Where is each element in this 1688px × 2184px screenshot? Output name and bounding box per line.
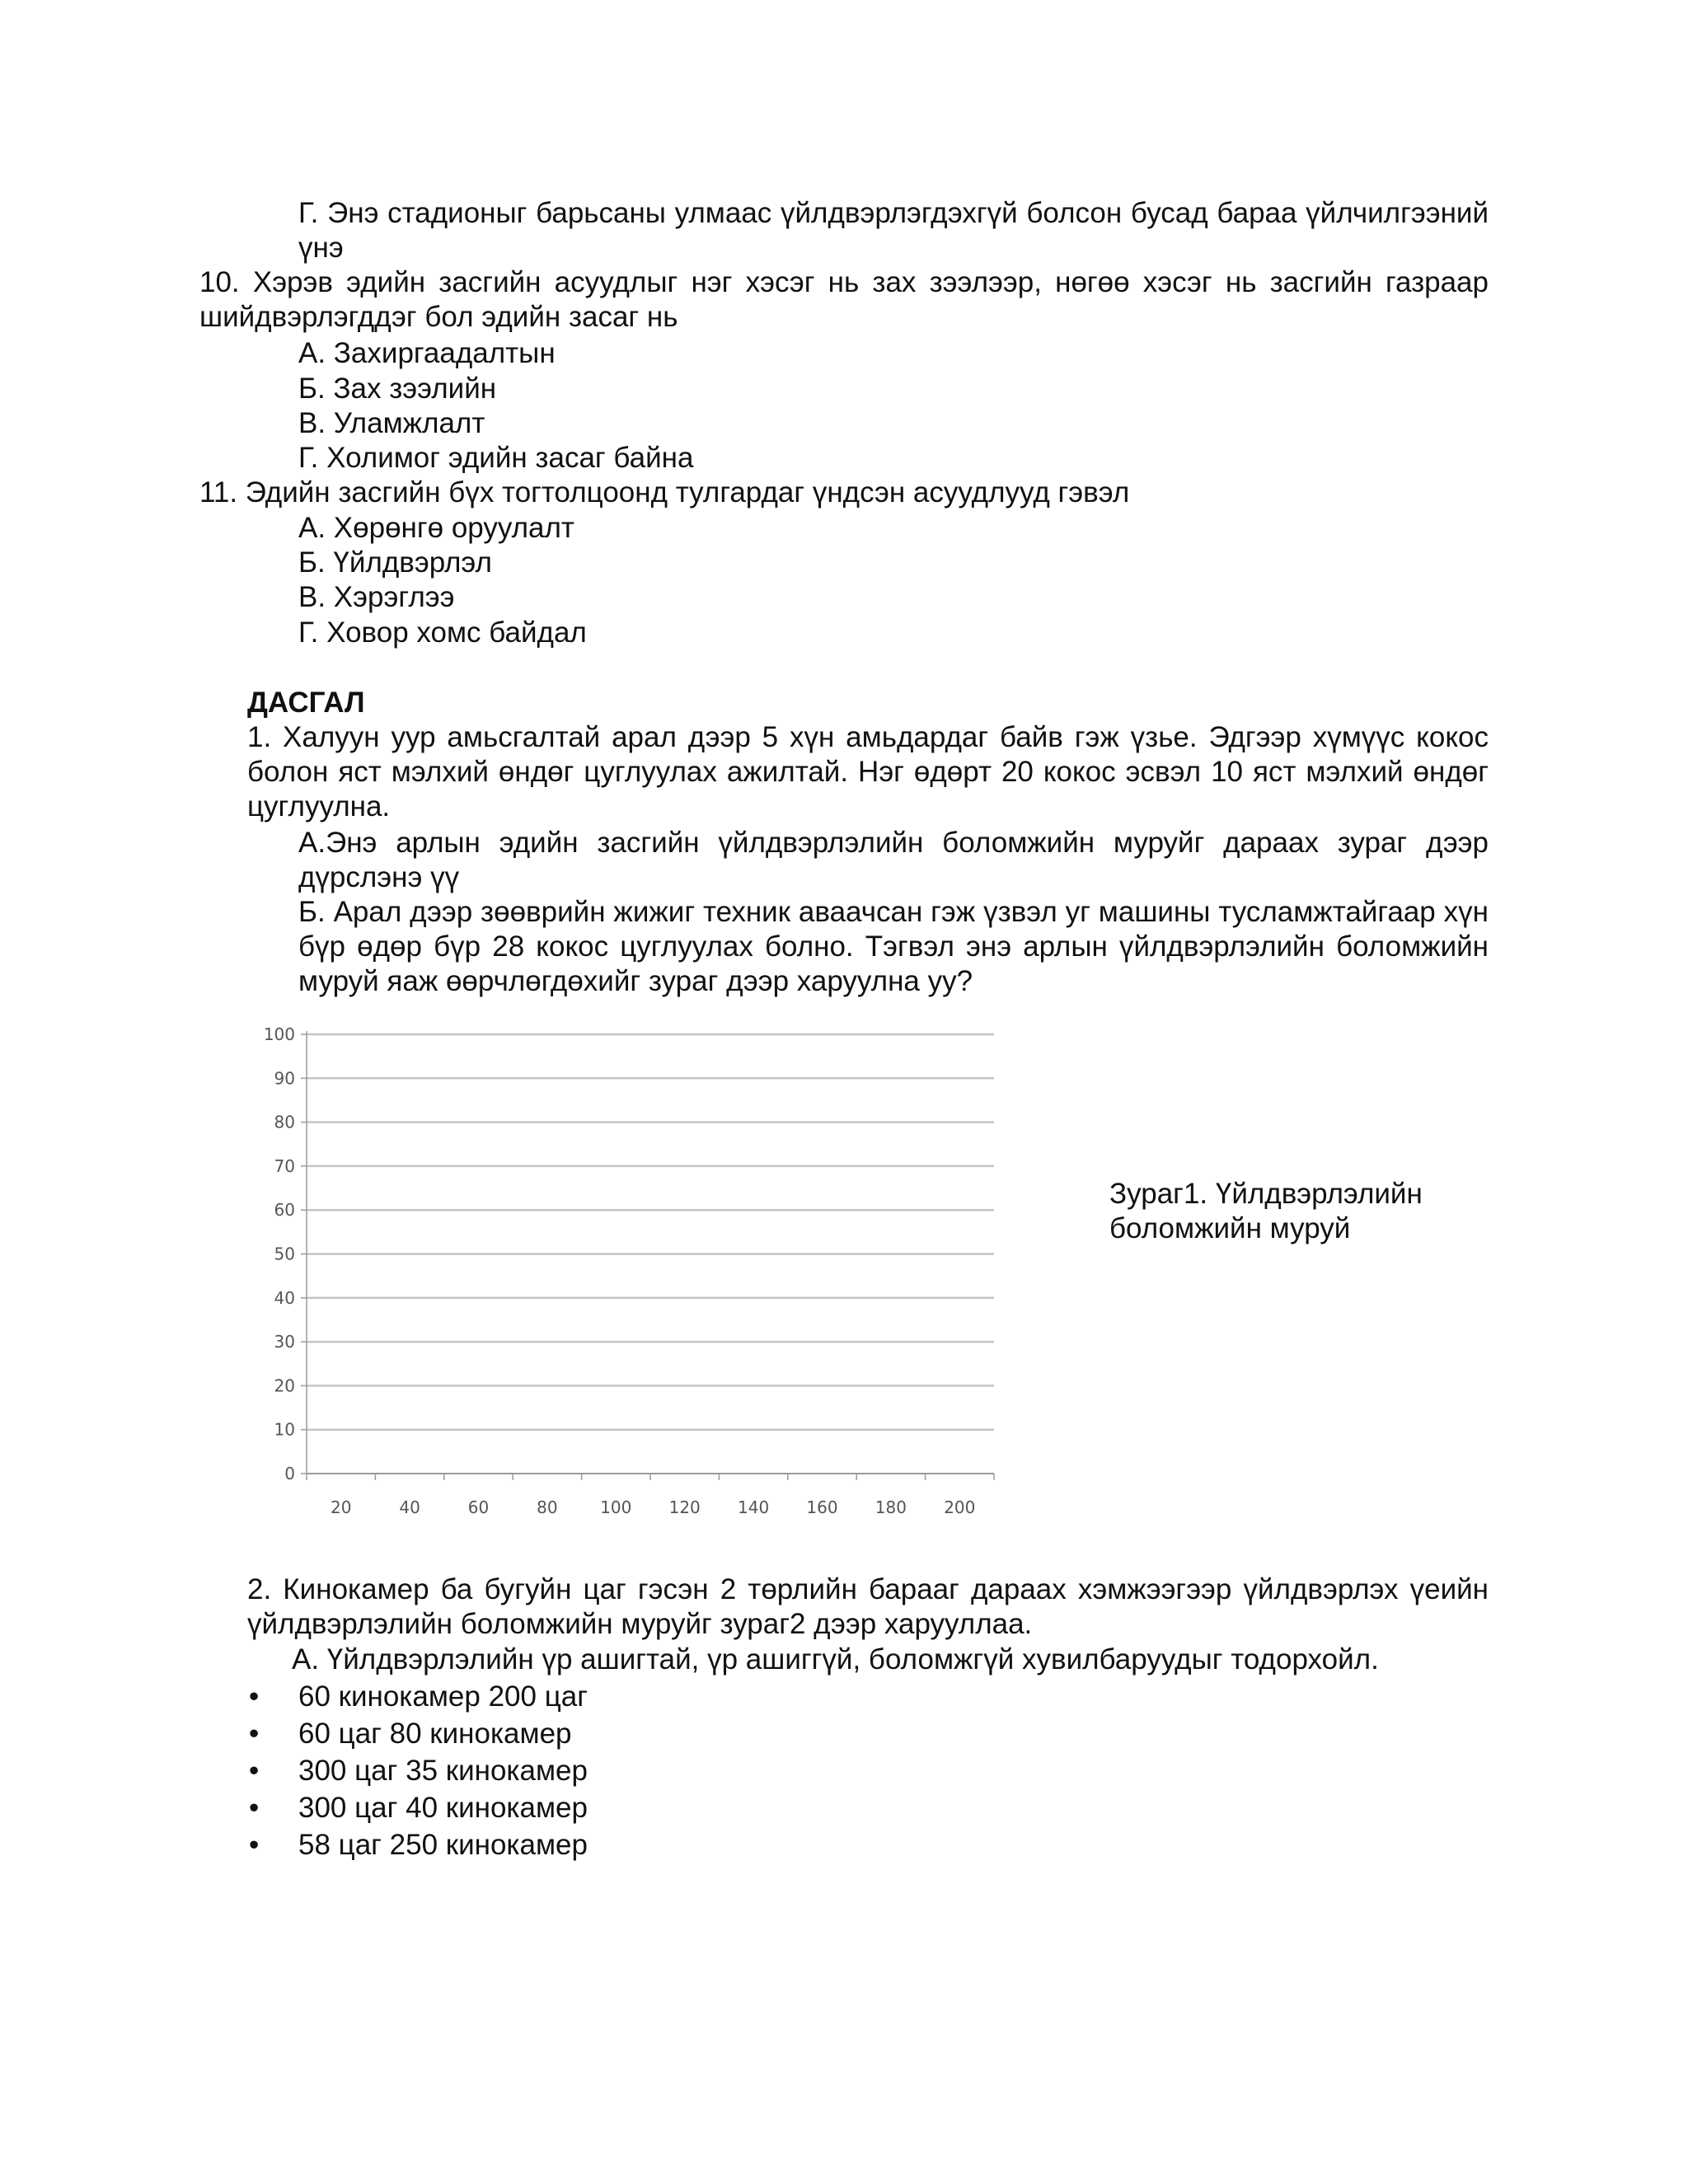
list-item: • 60 кинокамер 200 цаг <box>247 1678 588 1715</box>
q11-option-v: В. Хэрэглээ <box>298 581 455 613</box>
chart-y-tick-label: 90 <box>274 1068 295 1089</box>
list-item: • 300 цаг 35 кинокамер <box>247 1752 588 1789</box>
chart-y-tick-label: 0 <box>284 1464 295 1483</box>
chart-x-tick-label: 80 <box>537 1497 558 1517</box>
chart-x-tick-label: 200 <box>944 1497 976 1517</box>
chart-y-tick-label: 60 <box>274 1200 295 1221</box>
list-item: • 300 цаг 40 кинокамер <box>247 1789 588 1826</box>
q10-option-b: Б. Зах зээлийн <box>298 373 497 405</box>
chart-x-tick-label: 160 <box>806 1497 838 1517</box>
chart-y-tick-label: 10 <box>274 1419 295 1440</box>
list-item: • 60 цаг 80 кинокамер <box>247 1715 588 1752</box>
chart-x-tick-label: 180 <box>874 1497 907 1517</box>
chart-y-tick-label: 100 <box>263 1024 295 1044</box>
chart-x-tick-label: 100 <box>600 1497 632 1517</box>
q11-option-g: Г. Ховор хомс байдал <box>298 616 587 649</box>
chart-x-tick-label: 60 <box>467 1497 490 1517</box>
chart-y-tick-label: 80 <box>274 1112 295 1132</box>
q10-question-text: 10. Хэрэв эдийн засгийн асуудлыг нэг хэсэг нь зах зээлээр, нөгөө хэсэг нь засгийн газраар шийдвэрлэгддэг бол эдийн засаг нь <box>199 266 1489 333</box>
q11-option-a: А. Хөрөнгө оруулалт <box>298 512 574 544</box>
chart-gridlines <box>307 1034 994 1430</box>
q11-option-b: Б. Үйлдвэрлэл <box>298 546 492 579</box>
figure1-caption-line1: Зураг1. Үйлдвэрлэлийн <box>1109 1178 1423 1210</box>
chart-x-tick-label: 140 <box>738 1497 770 1517</box>
exercise-heading: ДАСГАЛ <box>247 687 365 719</box>
task1-text: 1. Халуун уур амьсгалтай арал дээр 5 хүн амьдардаг байв гэж үзье. Эдгээр хүмүүс кокос болон яст мэлхий өндөг цуглуулах ажилтай. Нэг өдөрт 20 кокос эсвэл 10 яст мэлхий өндөг цуглуулна. <box>247 721 1489 823</box>
ppf-chart <box>247 1014 1006 1525</box>
figure1-caption-line2: боломжийн муруй <box>1109 1212 1351 1244</box>
q10-option-g: Г. Холимог эдийн засаг байна <box>298 442 694 474</box>
q9-option-g: Г. Энэ стадионыг барьсаны улмаас үйлдвэрлэгдэхгүй болсон бусад бараа үйлчилгээний үнэ <box>298 197 1489 264</box>
task2-bullet-list <box>247 1678 588 1863</box>
chart-x-tick-label: 120 <box>668 1497 701 1517</box>
chart-y-tick-label: 30 <box>274 1332 295 1352</box>
chart-y-tick-label: 70 <box>274 1155 295 1176</box>
chart-x-tick-labels <box>331 1497 975 1517</box>
chart-y-tick-label: 50 <box>274 1244 295 1264</box>
q10-option-a: А. Захиргаадалтын <box>298 337 556 369</box>
q11-question-text: 11. Эдийн засгийн бүх тогтолцоонд тулгардаг үндсэн асуудлууд гэвэл <box>199 476 1130 509</box>
chart-x-tick-label: 40 <box>399 1497 420 1517</box>
task2-text: 2. Кинокамер ба бугуйн цаг гэсэн 2 төрлийн барааг дараах хэмжээгээр үйлдвэрлэх үеийн үйлдвэрлэлийн боломжийн муруйг зураг2 дээр харууллаа. <box>247 1573 1489 1640</box>
chart-axes <box>301 1031 994 1480</box>
list-item: • 58 цаг 250 кинокамер <box>247 1826 588 1863</box>
task1-part-b: Б. Арал дээр зөөврийн жижиг техник аваачсан гэж үзвэл уг машины тусламжтайгаар хүн бүр өдөр бүр 28 кокос цуглуулах болно. Тэгвэл энэ арлын үйлдвэрлэлийн боломжийн муруй яаж өөрчлөгдөхийг зураг дээр харуулна уу? <box>298 896 1489 997</box>
chart-y-tick-label: 40 <box>274 1287 295 1308</box>
chart-y-tick-label: 20 <box>274 1376 295 1396</box>
q10-option-v: В. Уламжлалт <box>298 407 485 439</box>
task2-part-a: А. Үйлдвэрлэлийн үр ашигтай, үр ашиггүй, боломжгүй хувилбаруудыг тодорхойл. <box>292 1643 1379 1675</box>
chart-x-tick-label: 20 <box>330 1497 352 1517</box>
chart-y-tick-labels <box>264 1024 295 1483</box>
task1-part-a: А.Энэ арлын эдийн засгийн үйлдвэрлэлийн боломжийн муруйг дараах зураг дээр дүрслэнэ үү <box>298 827 1489 893</box>
